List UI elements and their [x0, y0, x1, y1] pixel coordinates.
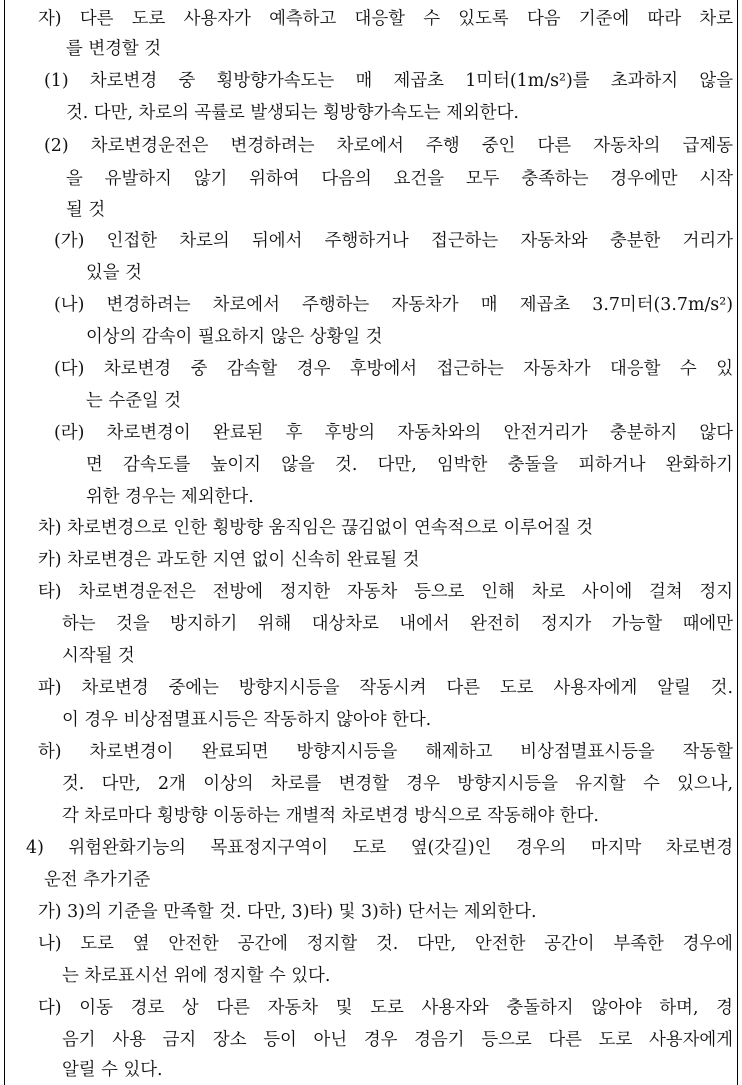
- text-line: (1) 차로변경 중 횡방향가속도는 매 제곱초 1미터(1m/s²)를 초과하지 않을: [44, 71, 733, 91]
- text-line: 알릴 수 있다.: [62, 1060, 163, 1080]
- text-line: 자) 다른 도로 사용자가 예측하고 대응할 수 있도록 다음 기준에 따라 차로: [38, 9, 733, 29]
- text-line: 다) 이동 경로 상 다른 자동차 및 도로 사용자와 충돌하지 않아야 하며, 경: [38, 998, 733, 1018]
- text-line: 위한 경우는 제외한다.: [86, 487, 254, 507]
- text-line: 하) 차로변경이 완료되면 방향지시등을 해제하고 비상점멸표시등을 작동할: [38, 742, 733, 762]
- text-line: (라) 차로변경이 완료된 후 후방의 자동차와의 안전거리가 충분하지 않다: [54, 423, 733, 443]
- text-line: (가) 인접한 차로의 뒤에서 주행하거나 접근하는 자동차와 충분한 거리가: [54, 231, 733, 251]
- text-line: 카) 차로변경은 과도한 지연 없이 신속히 완료될 것: [38, 550, 420, 570]
- text-line: 하는 것을 방지하기 위해 대상차로 내에서 완전히 정지가 가능할 때에만: [62, 614, 733, 634]
- text-line: (2) 차로변경운전은 변경하려는 차로에서 주행 중인 다른 자동차의 급제동: [44, 136, 733, 156]
- text-line: 있을 것: [86, 263, 142, 283]
- text-line: 시작될 것: [62, 646, 135, 666]
- text-line: 것. 다만, 차로의 곡률로 발생되는 횡방향가속도는 제외한다.: [66, 103, 519, 123]
- text-line: 면 감속도를 높이지 않을 것. 다만, 임박한 충돌을 피하거나 완화하기: [86, 455, 733, 475]
- text-line: 것. 다만, 2개 이상의 차로를 변경할 경우 방향지시등을 유지할 수 있으나,: [62, 774, 733, 794]
- text-line: 파) 차로변경 중에는 방향지시등을 작동시켜 다른 도로 사용자에게 알릴 것.: [38, 678, 733, 698]
- text-line: 될 것: [66, 200, 106, 220]
- text-line: 는 차로표시선 위에 정지할 수 있다.: [62, 966, 331, 986]
- text-line: (다) 차로변경 중 감속할 경우 후방에서 접근하는 자동차가 대응할 수 있: [54, 359, 733, 379]
- text-line: 4) 위험완화기능의 목표정지구역이 도로 옆(갓길)인 경우의 마지막 차로변경: [26, 838, 733, 858]
- text-line: 는 수준일 것: [86, 391, 182, 411]
- text-line: 가) 3)의 기준을 만족할 것. 다만, 3)타) 및 3)하) 단서는 제외한다.: [38, 902, 537, 922]
- text-line: 운전 추가기준: [44, 870, 151, 890]
- text-line: 을 유발하지 않기 위하여 다음의 요건을 모두 충족하는 경우에만 시작: [66, 169, 733, 189]
- text-line: 음기 사용 금지 장소 등이 아닌 경우 경음기 등으로 다른 도로 사용자에게: [62, 1030, 733, 1050]
- text-line: 를 변경할 것: [66, 39, 162, 59]
- text-line: 타) 차로변경운전은 전방에 정지한 자동차 등으로 인해 차로 사이에 걸쳐 정지: [38, 582, 733, 602]
- text-line: 나) 도로 옆 안전한 공간에 정지할 것. 다만, 안전한 공간이 부족한 경우에: [38, 934, 733, 954]
- text-line: 이상의 감속이 필요하지 않은 상황일 것: [86, 327, 383, 347]
- text-line: 이 경우 비상점멸표시등은 작동하지 않아야 한다.: [62, 710, 432, 730]
- text-line: 각 차로마다 횡방향 이동하는 개별적 차로변경 방식으로 작동해야 한다.: [62, 806, 599, 826]
- text-line: (나) 변경하려는 차로에서 주행하는 자동차가 매 제곱초 3.7미터(3.7m/s²): [54, 295, 733, 315]
- text-line: 차) 차로변경으로 인한 횡방향 움직임은 끊김없이 연속적으로 이루어질 것: [38, 518, 593, 538]
